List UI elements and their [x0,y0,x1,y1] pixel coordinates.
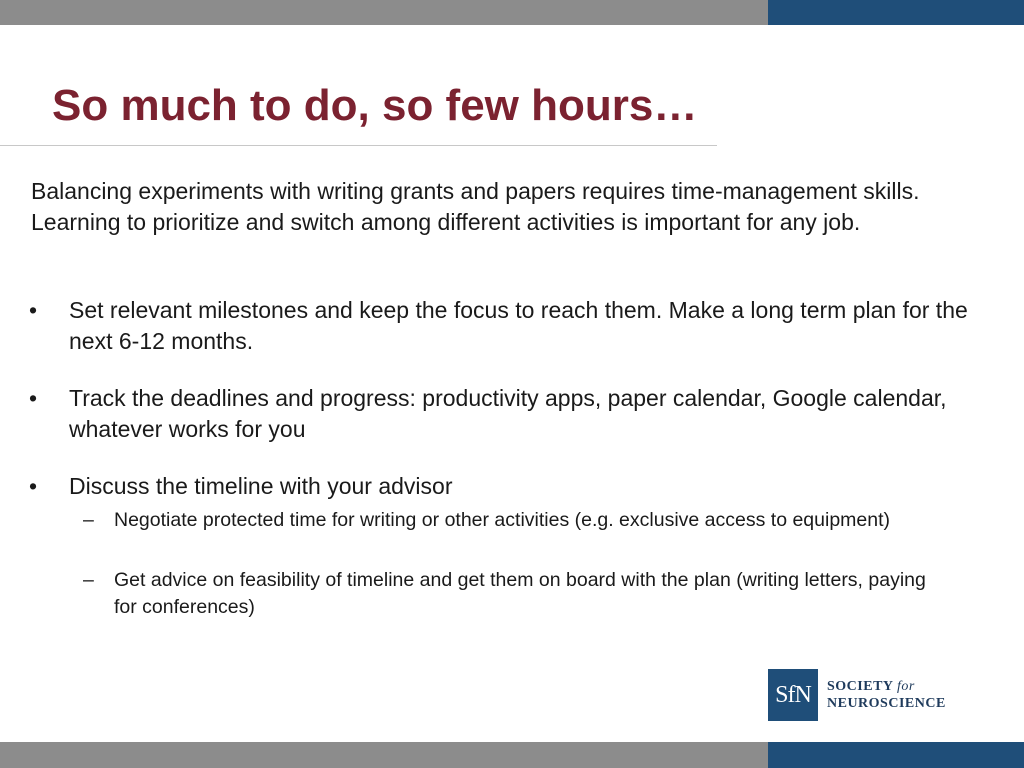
sfn-logo-wordmark [827,678,946,712]
bullet-text: Discuss the timeline with your advisor [69,473,453,499]
subbullet-text: Negotiate protected time for writing or other activities (e.g. exclusive access to equipment) [114,509,891,531]
bottom-blue-band [768,742,1024,768]
bottom-gray-band [0,742,768,768]
top-gray-band [0,0,768,25]
logo-line2: NEUROSCIENCE [827,696,946,711]
subbullet-marker: – [83,509,94,531]
sfn-logo [768,669,948,723]
top-blue-band [768,0,1024,25]
bullet-marker: • [29,473,38,499]
bullet-text: Track the deadlines and progress: productivity apps, paper calendar, Google calendar, whatever works for you [69,385,947,442]
slide-title: So much to do, so few hours… [52,81,698,130]
logo-line1-suffix: for [897,679,915,694]
bullet-text: Set relevant milestones and keep the focus to reach them. Make a long term plan for the next 6-12 months. [69,297,968,354]
subbullet-text: Get advice on feasibility of timeline and get them on board with the plan (writing letters, paying for conferences) [114,569,926,618]
bullet-marker: • [29,385,38,411]
intro-paragraph: Balancing experiments with writing grants and papers requires time-management skills. Learning to prioritize and switch among different activities is important for any job. [31,178,920,235]
title-divider [0,145,717,146]
subbullet-marker: – [83,569,94,591]
sfn-logo-mark: SfN [768,669,818,721]
bullet-marker: • [29,297,38,323]
logo-line1: SOCIETY [827,679,894,694]
